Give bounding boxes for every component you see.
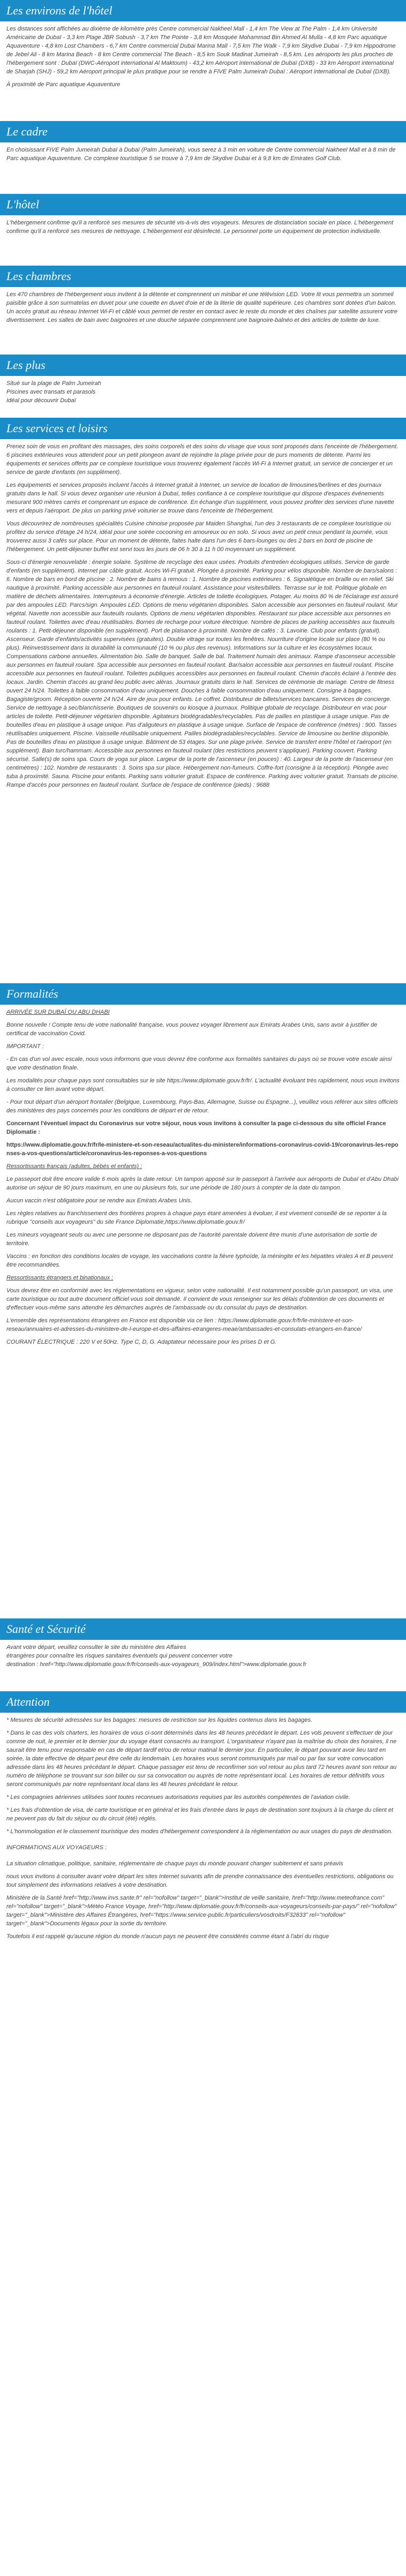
attention-line: INFORMATIONS AUX VOYAGEURS : bbox=[6, 1844, 107, 1851]
formalites-line: - En cas d'un vol avec escale, nous vous informons que vous devrez être conforme aux formalités sanitaires du pays où se trouve votre escale ainsi que votre destination finale. bbox=[6, 1056, 392, 1071]
section-title-services: Les services et loisirs bbox=[0, 418, 406, 439]
section-title-chambres: Les chambres bbox=[0, 266, 406, 287]
sante-line: Avant votre départ, veuillez consulter le site du ministère des Affaires bbox=[6, 1644, 186, 1651]
formalites-line: IMPORTANT : bbox=[6, 1043, 44, 1050]
attention-line: nous vous invitons à consulter avant votre départ les sites Internet suivants afin de prendre connaissance des éventuelles restrictions, obligations ou tout simplement des informations relatives à votre destination. bbox=[6, 1873, 394, 1888]
formalites-line: Ressortissants français (adultes, bébés et enfants) : bbox=[6, 1163, 142, 1170]
section-title-cadre: Le cadre bbox=[0, 121, 406, 142]
section-environs bbox=[0, 0, 406, 121]
plus-item: Idéal pour découvrir Dubaï bbox=[6, 397, 76, 404]
environs-nearby: À proximité de Parc aquatique Aquaventure bbox=[6, 81, 121, 88]
plus-item: Piscines avec transats et parasols bbox=[6, 389, 96, 395]
formalites-line: Aucun vaccin n'est obligatoire pour se rendre aux Emirats Arabes Unis. bbox=[6, 1197, 192, 1204]
plus-item: Situé sur la plage de Palm Jumeirah bbox=[6, 380, 101, 387]
services-text: Prenez soin de vous en profitant des massages, des soins corporels et des soins du visage que vous sont proposés dans l'enceinte de l'hébergement. 6 piscines extérieures vous attendent pour un petit plongeon avant de rejoindre la plage privée pour de purs moments de détente. Parmi les équipements et services offerts par ce complexe touristique vous trouverez également l'accès Wi-Fi à Internet gratuit, un service de concierger et un service de garde d'enfants (en supplément). bbox=[6, 443, 399, 476]
formalites-line: Les modalités pour chaque pays sont consultables sur le site https://www.diplomatie.gouv.fr/fr/. L'actualité évoluant très rapidement, nous vous invitons à consulter ce lien avant votre départ. bbox=[6, 1078, 400, 1093]
formalites-line: Bonne nouvelle ! Compte tenu de votre nationalité française, vous pouvez voyager librement aux Emirats Arabes Unis, sans avoir à justifier de certificat de vaccination Covid. bbox=[6, 1022, 378, 1037]
formalites-line: Les mineurs voyageant seuls ou avec une personne ne disposant pas de l'autorité parentale doivent être munis d'une autorisation de sortie de territoire. bbox=[6, 1232, 378, 1247]
formalites-line: Vous devrez être en conformité avec les réglementations en vigueur, selon votre nationalité. Il est notamment possible qu'un passeport, un visa, une carte touristique ou tout autre document officiel vous soit demandé. Il convient de vous renseigner sur les délais d'obtention de ces documents et d'effectuer vous-même sans attendre les démarches auprès de l'ambassade ou du consulat du pays de destination. bbox=[6, 1287, 393, 1311]
formalites-line: Concernant l'éventuel impact du Coronavirus sur votre séjour, nous vous invitons à consulter la page ci-dessous du site officiel France Diplomatie : bbox=[6, 1120, 386, 1135]
section-title-plus: Les plus bbox=[0, 355, 406, 376]
section-attention bbox=[0, 1691, 406, 1950]
section-title-attention: Attention bbox=[0, 1691, 406, 1713]
section-hotel bbox=[0, 194, 406, 266]
section-sante bbox=[0, 1618, 406, 1691]
formalites-line: Le passeport doit être encore valide 6 mois après la date retour. Un tampon apposé sur le passeport à l'arrivée aux aéroports de Dubaï et d'Abu Dhabi autorise un séjour de 90 jours maximum, en une ou plusieurs fois, sur une période de 180 jours à compter de la date du tampon. bbox=[6, 1176, 399, 1191]
section-title-sante: Santé et Sécurité bbox=[0, 1618, 406, 1640]
chambres-text: Les 470 chambres de l'hébergement vous invitent à la détente et comprennent un minibar et une télévision LED. Votre lit vous permettra un sommeil paisible grâce à son surmatelas en duvet pour une couette en duvet d'oie et de la literie de qualité supérieure. Les chambres sont dotées d'un balcon. Un accès gratuit au réseau Internet Wi-Fi et câblé vous permet de rester en contact avec le reste du monde et des chaînes par satellite assurent votre divertissement. Les salles de bain avec baignoires et une douche séparée comprennent une baignoire-balnéo et des articles de toilette de luxe. bbox=[6, 291, 397, 323]
attention-line: * Les frais d'obtention de visa, de carte touristique et en général et les frais d'entrée dans le pays de destination sont toujours à la charge du client et ne peuvent pas du fait du séjour ou du circuit (été) réglés. bbox=[6, 1807, 394, 1822]
environs-text: Les distances sont affichées au dixième de kilomètre près Centre commercial Nakheel Mall - 1,4 km The View at The Palm - 1,4 km Université Américaine de Dubaï - 3,3 km Plage JBR Sobush - 3,7 km The Pointe - 3,8 km Mosquée Mohammad Bin Ahmed Al Mulla - 4,8 km Parc aquatique Aquaventure - 4,8 km Lost Chambers - 6,7 km Centre commercial Dubai Marina Mall - 7,5 km The Walk - 7,9 km Skydive Dubai - 7,9 km Hippodrome de Jebel Ali - 8 km Marina Beach - 8 km Centre commercial The Beach - 8,5 km Souk Madinat Jumeirah - 8,5 km. Les aéroports les plus proches de l'hébergement sont : Dubaï (DWC-Aéroport international Al Maktoum) - 43,2 km Aéroport international de Dubaï (DXB) - 33 km Aéroport international de Sharjah (SHJ) - 59,2 km Aéroport principal le plus pratique pour se rendre à FIVE Palm Jumeirah Dubaï : Aéroport international de Dubaï (DXB). bbox=[6, 26, 396, 75]
formalites-line: Vaccins : en fonction des conditions locales de voyage, les vaccinations contre la fièvre typhoïde, la méningite et les hépatites virales A et B peuvent être recommandées. bbox=[6, 1253, 393, 1268]
attention-line: La situation climatique, politique, sanitaire, réglementaire de chaque pays du monde pouvant changer subitement et sans préavis bbox=[6, 1861, 343, 1867]
formalites-line: COURANT ÉLECTRIQUE : 220 V et 50Hz. Type C, D, G. Adaptateur nécessaire pour les prises D et G. bbox=[6, 1339, 277, 1345]
services-text: Sous-ci d'énergie renouvelable : énergie solaire. Système de recyclage des eaux usées. Produits d'entretien écologiques utilisés. Service de garde d'enfants (en supplément). Internet par câble gratuit. Accès Wi-Fi gratuit. Plongée à proximité. Parking pour vélos disponible. Nombre de bars/salons : 6. Nombre de bars en bord de piscine : 2. Nombre de bains à remous : 1. Nombre de piscines extérieures : 6. Signalétique en braille ou en relief. Ski nautique à proximité. Parking accessible aux personnes en fauteuil roulant. Assistance pour visites/billets. Terrasse sur le toit. Politique globale en matière de déchets alimentaires. Interrupteurs à économie d'énergie. Articles de toilette écologiques. Potager. Au moins 80 % de l'éclairage est assuré par des ampoules LED. Parcs/sign. Ampoules LED. Options de menu végétarien disponibles. Salon accessible aux personnes en fauteuil roulant. Mur végétal. Navette non accessible aux fauteuils roulants. Options de menu végétarien disponibles. Restaurant sur place accessible aux personnes en fauteuil roulant. Toilettes avec d'eau réutilisables. Bornes de recharge pour voiture électrique. Nombre de places de parking accessibles aux fauteuils roulants : 1. Petit-déjeuner disponible (en supplément). Port de plaisance à proximité. Nombre de cafés : 3. Lavoirie. Club pour enfants (gratuit). Ascenseur. Garde d'enfants/activités supervisées (gratuites). Double vitrage sur toutes les fenêtres. Nourriture d'origine locale sur place (80 % ou plus). Réinvestissement dans la durabilité la communauté (10 % ou plus des revenus). Informations sur la culture et les écosystèmes locaux. Compensations carbone annuelles. Alimentation bio. Salle de banquet. Salle de bal. Traitement humain des animaux. Rampe d'ascenseur accessible aux personnes en fauteuil roulant. Spa accessible aux personnes en fauteuil roulant. Bar/salon accessible aux personnes en fauteuil roulant. Piscine accessible aux personnes en fauteuil roulant. Toilettes publiques accessibles aux personnes en fauteuil roulant. Chemin d'accès éclairé à l'entrée des locaux. Jardin. Chemin d'accès au grand lieu public avec aléras. Journaux gratuits dans le hall. Services de cérémonie de mariage. Centre de fitness ouvert 24 h/24. Toilettes à faible consommation d'eau uniquement. Douches à faible consommation d'eau uniquement. Consigne à bagages. Bagagiste/groom. Réception ouverte 24 h/24. Aire de jeux pour enfants. Le coffret. Distributeur de billets/services bancaires. Services de concierge. Service de nettoyage à sec/blanchisserie. Boutiques de souvenirs ou kiosque à journaux. Politique globale de recyclage. Distributeur en vrac pour articles de toilette. Petit-déjeuner végétarien disponible. Agitateurs biodégradables/recyclables. Pas de pailles en plastique à usage unique. Pas de bouteilles d'eau en plastique à usage unique. Pas d'aliguteurs en plastique à usage unique. Surface de l'espace de conférence (mètres) : 900. Tasses réutilisables uniquement. Piscine. Vaisselle réutilisable uniquement. Pailles biodégradables/recyclables. Service de limousine ou berline disponible. Pas de bouteilles d'eau en plastique à usage unique. Bâtiment de 53 étages. Sur une plage privée. Service de transfert entre l'hôtel et l'aéroport (en supplément). Bain turc/hammam. Accessible aux personnes en fauteuil roulant (des restrictions peuvent s'appliquer). Parking couvert. Parking sécurisé. Salle(s) de soins spa. Cours de yoga sur place. Largeur de la porte de l'ascenseur (en pouces) : 40. Largeur de la porte de l'ascenseur (en centimètres) : 102. Nombre de restaurants : 3. Soins spa sur place. Hébergement non-fumeurs. Coffre-fort (consigne à la réception). Plongée avec tuba à proximité. Sauna. Piscine pour enfants. Parking sans voiturier gratuit. Espace de conférence. Parking avec voiturier gratuit. Transats de piscine. Rampe d'accès pour personnes en fauteuil roulant. Surface de l'espace de conférence (pieds) : 9688 bbox=[6, 559, 399, 788]
attention-links[interactable]: Ministère de la Santé href="http://www.invs.sante.fr" rel="nofollow" target="_blank">Institut de veille sanitaire, href="http://www.meteofrance.com" rel="nofollow" target="_blank">Météo France Voyage, href="http://www.diplomatie.gouv.fr/fr/conseils-aux-voyageurs/conseils-par-pays/" rel="nofollow" target="_blank">Ministère des Affaires Étrangères, href="https://www.service-public.fr/particuliers/vosdroits/F32833" rel="nofollow" target="_blank">Documents légaux pour la sortie du territoire. bbox=[6, 1895, 397, 1927]
attention-line: * L'hommologation et le classement touristique des modes d'hébergement correspondent à la réglementation ou aux usages du pays de destination. bbox=[6, 1828, 393, 1835]
attention-line: * Les compagnies aériennes utilisées sont toutes reconnues autorisations requises par les autorités compétentes de l'aviation civile. bbox=[6, 1794, 350, 1801]
attention-line: Toutefois il est rappelé qu'aucune région du monde n'aucun pays ne peuvent être considérés comme étant à l'abri du risque bbox=[6, 1933, 329, 1940]
formalites-line: Ressortissants étrangers et binationaux : bbox=[6, 1275, 114, 1281]
hotel-text: L'hébergement confirme qu'il a renforcé ses mesures de sécurité vis-à-vis des voyageurs. Mesures de distanciation sociale en place. L'hébergement confirme qu'il a renforcé ses mesures de nettoyage. L'hébergement est désinfecté. Le personnel porte un équipement de protection individuelle. bbox=[6, 220, 394, 235]
section-title-environs: Les environs de l'hôtel bbox=[0, 0, 406, 21]
section-services bbox=[0, 418, 406, 983]
sante-line: destination : href="http://www.diplomatie.gouv.fr/fr/conseils-aux-voyageurs_909/index.html">www.diplomatie.gouv.fr bbox=[6, 1661, 307, 1668]
section-formalites bbox=[0, 983, 406, 1618]
section-title-formalites: Formalités bbox=[0, 983, 406, 1005]
formalites-line: ARRIVÉE SUR DUBAÏ OU ABU DHABI bbox=[6, 1009, 110, 1015]
formalites-link[interactable]: https://www.diplomatie.gouv.fr/fr/le-ministere-et-son-reseau/actualites-du-ministere/informations-coronavirus-covid-19/coronavirus-les-reponses-a-vos-questions/article/coronavirus-les-reponses-a-vos-questions bbox=[6, 1142, 399, 1157]
attention-line: * Mesures de sécurité adressées sur les bagages: mesures de restriction sur les liquides contenus dans les bagages. bbox=[6, 1717, 313, 1723]
section-chambres bbox=[0, 266, 406, 355]
cadre-text: En choisissant FIVE Palm Jumeirah Dubaï à Dubaï (Palm Jumeirah), vous serez à 3 min en voiture de Centre commercial Nakheel Mall et à 8 min de Parc aquatique Aquaventure. Ce complexe touristique 5 se trouve à 7,9 km de Skydive Dubai et à 9,8 km de Emirates Golf Club. bbox=[6, 147, 396, 162]
services-text: Vous découvrirez de nombreuses spécialités Cuisine chinoise proposée par Maiden Shanghai, l'un des 3 restaurants de ce complexe touristique ou profitez du service d'étage 24 h/24, idéal pour une soirée cocooning en amoureux ou en solo. Si vous avez un petit creux pendant la journée, vous trouverez aussi 3 cafés sur place. Pour un moment de détente, faites halte dans l'un des 6 bars-lounges ou des 2 bars en bord de piscine de l'hébergement. Un petit-déjeuner buffet est servi tous les jours de 06 h 30 à 11 h 00 moyennant un supplément. bbox=[6, 521, 391, 553]
formalites-line: L'ensemble des représentations étrangères en France est disponible via ce lien : https://www.diplomatie.gouv.fr/fr/le-ministere-et-son-reseau/annuaires-et-adresses-du-ministere-de-l-europe-et-des-affaires-etrangeres-meae/ambassades-et-consulats-etrangers-en-france/ bbox=[6, 1317, 362, 1332]
formalites-line: Les règles relatives au franchissement des frontières propres à chaque pays étant amenées à évoluer, il est vivement conseillé de se reporter à la rubrique "conseils aux voyageurs" du site France Diplomatie,https://www.diplomatie.gouv.fr/ bbox=[6, 1210, 387, 1225]
section-cadre bbox=[0, 121, 406, 194]
attention-line: * Dans le cas des vols charters, les horaires de vous ci-sont déterminés dans les 48 heures précédant le départ. Les vols peuvent s'effectuer de jour comme de nuit, le premier et le dernier jour du voyage étant consacrés au transport. L'organisateur n'ayant pas la maîtrise du choix des horaires, il ne saurait être tenu pour responsable en cas de départ tardif et/ou de retour matinal le dernier jour. En particulier, le départ pouvant avoir lieu tard en soirée, la date effective de départ peut être celle du lendemain. Les horaires vous seront communiqués par mail ou par fax sur votre convocation adressée dans les 48 heures précédant le départ. Chaque passager est tenu de reconfirmer son vol retour au plus tard 72 heures avant son retour au numéro de téléphone se trouvant sur son billet ou sur sa convocation ou auprès de notre représentant local. Les horaires de retour définitifs vous seront communiqués par notre représentant local dans les 48 heures précédant le retour. bbox=[6, 1730, 397, 1788]
section-title-hotel: L'hôtel bbox=[0, 194, 406, 215]
services-text: Les équipements et services proposés incluent l'accès à Internet gratuit à Internet, un service de location de limousines/berlines et des journaux gratuits dans le hall. Si vous devez organiser une réunion à Dubaï, telles confiance à ce complexe touristique qui dispose d'espaces événements mesurant 900 mètres carrés et comprenant un espace de conférence. En échange d'un supplément, vous pouvez profiter des services d'une navette vers et depuis l'aéroport. De plus un parking privé voiturier se trouve dans l'enceinte de l'hébergement. bbox=[6, 482, 394, 514]
sante-line: étrangères pour connaître les risques sanitaires éventuels qui peuvent concerner votre bbox=[6, 1653, 232, 1659]
formalites-line: - Pour tout départ d'un aéroport frontalier (Belgique, Luxembourg, Pays-Bas, Allemagne, Suisse ou Espagne...), veuillez vous référer aux sites officiels des ministères des pays concernés pour les conditions de départ et de retour. bbox=[6, 1099, 399, 1114]
section-plus bbox=[0, 355, 406, 418]
